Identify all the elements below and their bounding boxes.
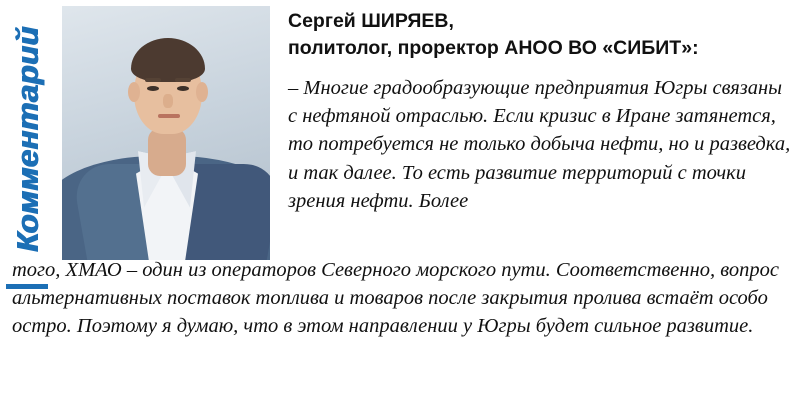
portrait-ear-right xyxy=(196,82,208,102)
speaker-title: политолог, проректор АНОО ВО «СИБИТ»: xyxy=(288,37,699,59)
attribution-block xyxy=(288,8,788,62)
quote-text-bottom: того, ХМАО – один из операторов Северного морского пути. Соответственно, вопрос альтернативных поставок топлива и товаров после закрытия пролива встаёт особо остро. Поэтому я думаю, что в этом направлении у Югры будет сильное развитие. xyxy=(12,259,779,338)
quote-text-top: – Многие градообразующие предприятия Югры связаны с нефтяной отраслью. Если кризис в Иране затянется, то потребуется не только добыча нефти, но и разведка, и так далее. То есть развитие территорий с точки зрения нефти. Более xyxy=(288,77,791,212)
portrait-mouth xyxy=(158,114,180,118)
commentary-side-label xyxy=(6,8,50,270)
portrait-neck xyxy=(148,128,186,176)
portrait-brow-right xyxy=(175,78,191,82)
commentary-side-label-text: Комментарий xyxy=(10,26,46,252)
portrait-photo xyxy=(62,6,270,260)
portrait-nose xyxy=(163,94,173,108)
speaker-name: Сергей ШИРЯЕВ, xyxy=(288,10,454,32)
portrait-eye-left xyxy=(147,86,159,91)
portrait-ear-left xyxy=(128,82,140,102)
portrait-brow-left xyxy=(145,78,161,82)
portrait-eye-right xyxy=(177,86,189,91)
